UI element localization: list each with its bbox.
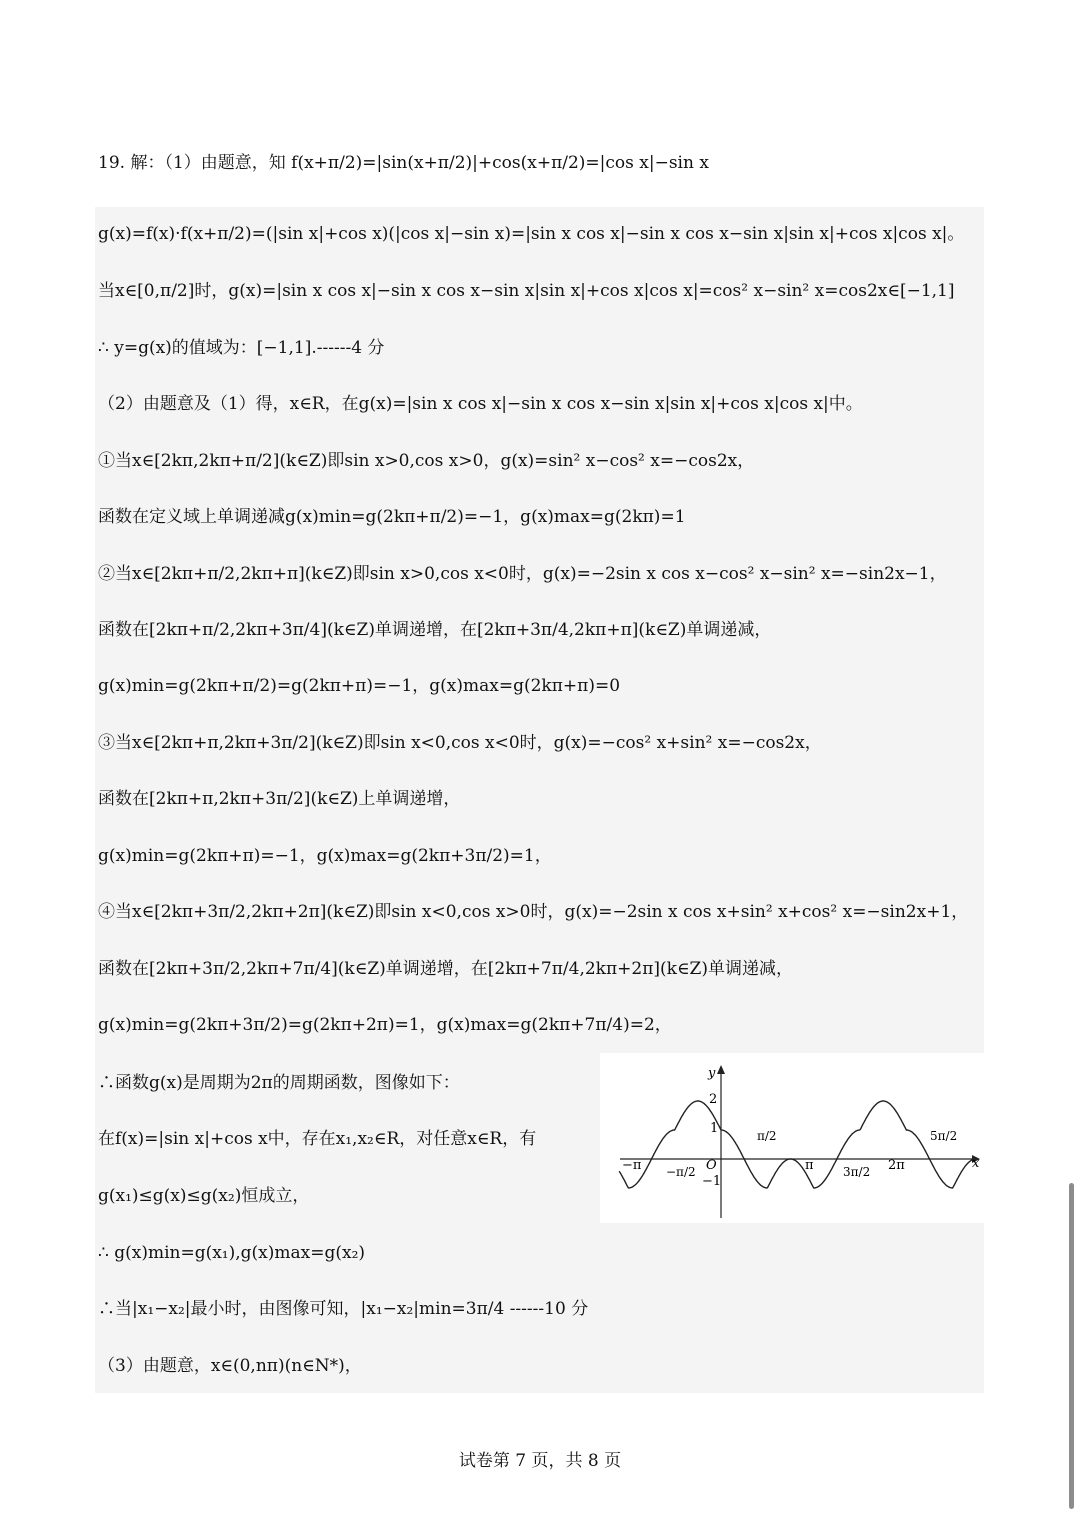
scrollbar[interactable] [1066, 0, 1080, 1514]
x-tick-3pi-2: 3π/2 [843, 1165, 871, 1179]
solution-line-9: 函数在[2kπ+π/2,2kπ+3π/4](k∈Z)单调递增，在[2kπ+3π/4,2kπ+π](k∈Z)单调递减， [98, 620, 772, 640]
x-axis-label: x [972, 1156, 980, 1171]
scrollbar-thumb[interactable] [1069, 1183, 1074, 1509]
solution-line-16: g(x)min=g(2kπ+3π/2)=g(2kπ+2π)=1，g(x)max=g(2kπ+7π/4)=2， [98, 1015, 672, 1035]
solution-line-4: ∴ y=g(x)的值域为：[−1,1].------4 分 [98, 338, 385, 358]
function-graph-box [600, 1053, 984, 1223]
solution-line-20: ∴ g(x)min=g(x₁),g(x)max=g(x₂) [98, 1243, 366, 1263]
solution-line-5: （2）由题意及（1）得，x∈R，在g(x)=|sin x cos x|−sin x cos x−sin x|sin x|+cos x|cos x|中。 [98, 394, 863, 414]
y-tick-1: 1 [710, 1121, 719, 1136]
origin-label: O [706, 1158, 717, 1173]
function-graph [600, 1053, 984, 1223]
solution-line-15: 函数在[2kπ+3π/2,2kπ+7π/4](k∈Z)单调递增，在[2kπ+7π/4,2kπ+2π](k∈Z)单调递减， [98, 959, 793, 979]
solution-line-10: g(x)min=g(2kπ+π/2)=g(2kπ+π)=−1，g(x)max=g(2kπ+π)=0 [98, 676, 621, 696]
solution-line-12: 函数在[2kπ+π,2kπ+3π/2](k∈Z)上单调递增， [98, 789, 461, 809]
y-axis-arrow-icon [717, 1065, 725, 1074]
x-tick-neg-pi: −π [622, 1158, 642, 1173]
y-tick-2: 2 [709, 1092, 718, 1107]
solution-line-17: ∴函数g(x)是周期为2π的周期函数，图像如下： [98, 1073, 460, 1093]
y-tick-neg1: −1 [702, 1174, 722, 1189]
x-tick-pi-2: π/2 [757, 1129, 777, 1143]
x-tick-2pi: 2π [888, 1158, 905, 1173]
solution-line-7: 函数在定义域上单调递减g(x)min=g(2kπ+π/2)=−1，g(x)max=g(2kπ)=1 [98, 507, 686, 527]
solution-line-6: ①当x∈[2kπ,2kπ+π/2](k∈Z)即sin x>0,cos x>0，g(x)=sin² x−cos² x=−cos2x， [98, 451, 755, 471]
solution-line-19: g(x₁)≤g(x)≤g(x₂)恒成立， [98, 1186, 310, 1206]
x-tick-neg-pi-2: −π/2 [666, 1165, 696, 1179]
solution-line-14: ④当x∈[2kπ+3π/2,2kπ+2π](k∈Z)即sin x<0,cos x>0时，g(x)=−2sin x cos x+sin² x+cos² x=−sin2x+1， [98, 902, 969, 922]
x-tick-5pi-2: 5π/2 [930, 1129, 958, 1143]
solution-line-2: g(x)=f(x)·f(x+π/2)=(|sin x|+cos x)(|cos x|−sin x)=|sin x cos x|−sin x cos x−sin x|sin x|+cos x|cos x|。 [98, 224, 965, 244]
page-footer: 试卷第 7 页，共 8 页 [458, 1451, 622, 1471]
solution-line-22: （3）由题意，x∈(0,nπ)(n∈N*)， [98, 1356, 362, 1376]
solution-line-11: ③当x∈[2kπ+π,2kπ+3π/2](k∈Z)即sin x<0,cos x<0时，g(x)=−cos² x+sin² x=−cos2x， [98, 733, 822, 753]
solution-line-21: ∴当|x₁−x₂|最小时，由图像可知，|x₁−x₂|min=3π/4 ------10 分 [98, 1299, 589, 1319]
solution-line-13: g(x)min=g(2kπ+π)=−1，g(x)max=g(2kπ+3π/2)=1， [98, 846, 552, 866]
solution-line-18: 在f(x)=|sin x|+cos x中，存在x₁,x₂∈R，对任意x∈R，有 [98, 1129, 537, 1149]
solution-line-1: 19. 解：（1）由题意，知 f(x+π/2)=|sin(x+π/2)|+cos(x+π/2)=|cos x|−sin x [98, 153, 709, 173]
solution-line-3: 当x∈[0,π/2]时，g(x)=|sin x cos x|−sin x cos x−sin x|sin x|+cos x|cos x|=cos² x−sin² x=cos2x∈[−1,1] [98, 281, 955, 301]
x-tick-pi: π [805, 1158, 814, 1173]
solution-line-8: ②当x∈[2kπ+π/2,2kπ+π](k∈Z)即sin x>0,cos x<0时，g(x)=−2sin x cos x−cos² x−sin² x=−sin2x−1， [98, 564, 947, 584]
y-axis-label: y [708, 1066, 716, 1081]
